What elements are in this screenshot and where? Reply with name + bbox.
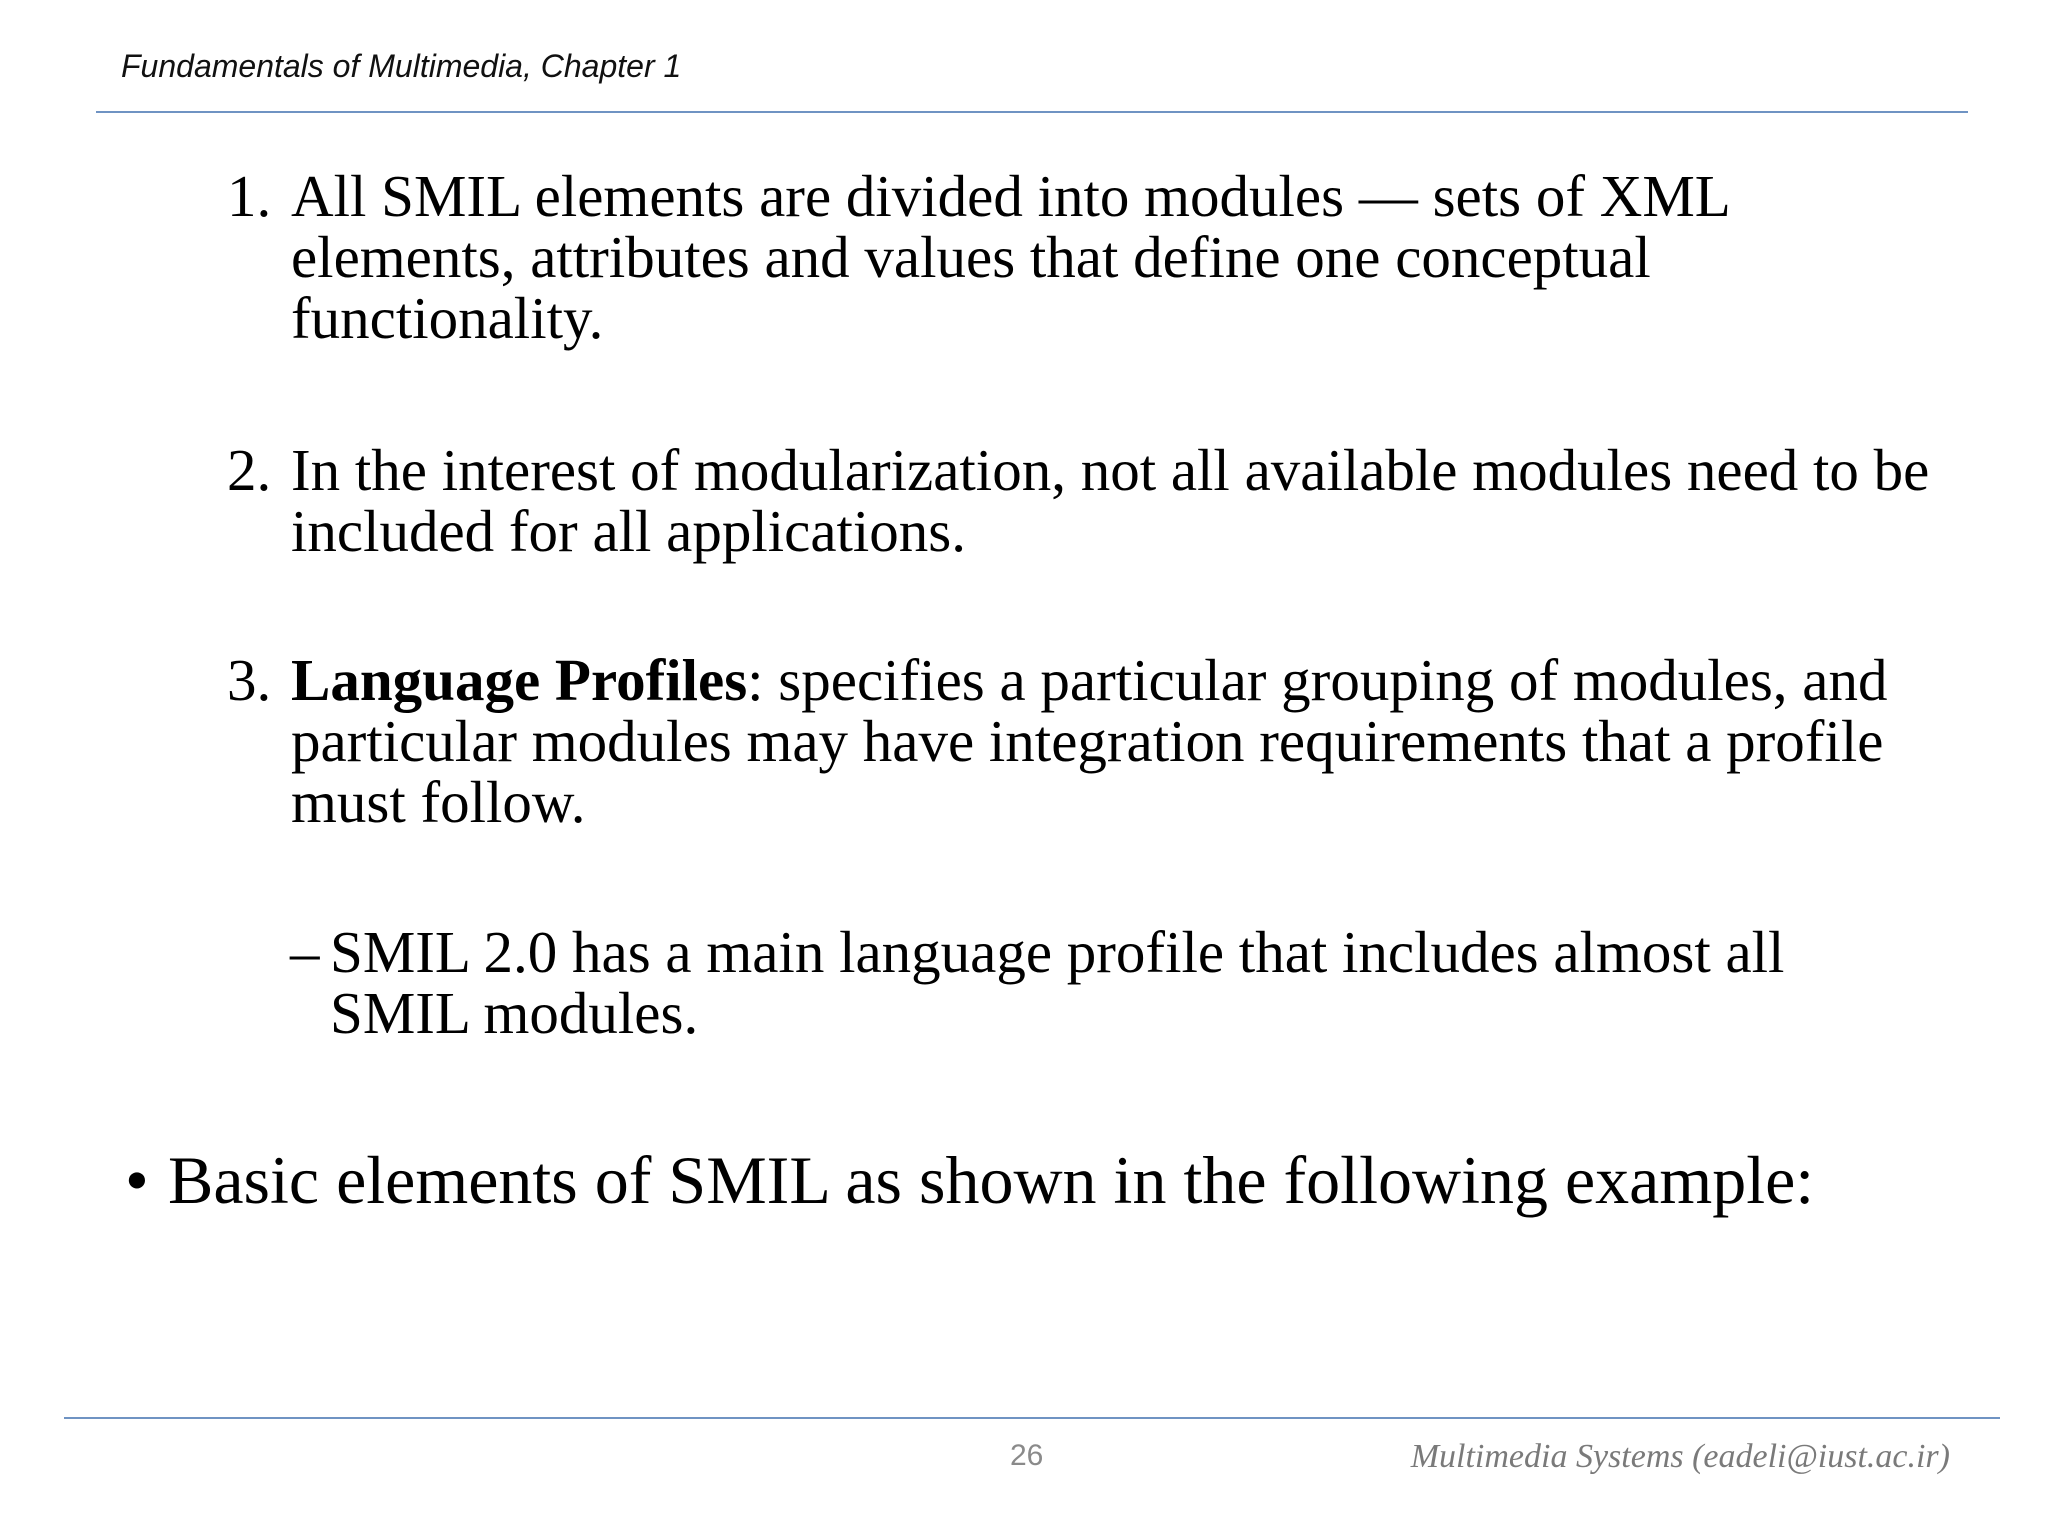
footer-divider: [64, 1417, 2000, 1419]
numbered-item-2: [227, 437, 1947, 564]
bullet-point: [125, 1140, 1985, 1220]
item-number: 3.: [227, 647, 272, 713]
term-language-profiles: Language Profiles: [291, 647, 748, 713]
footer-credit: Multimedia Systems (eadeli@iust.ac.ir): [1410, 1438, 1950, 1475]
dash-marker: –: [290, 919, 320, 985]
item-text: All SMIL elements are divided into modules — sets of XML elements, attributes and values that define one conceptual functionality.: [291, 163, 1729, 351]
term-definition: : specifies a particular grouping of modules, and particular modules may have integration requirements that a profile must follow.: [291, 647, 1888, 835]
item-number: 1.: [227, 163, 272, 229]
sub-point-text: SMIL 2.0 has a main language profile that includes almost all SMIL modules.: [330, 919, 1785, 1046]
slide-header-title: Fundamentals of Multimedia, Chapter 1: [121, 48, 682, 84]
numbered-item-1: [227, 163, 1947, 351]
item-text: In the interest of modularization, not all available modules need to be included for all applications.: [291, 437, 1930, 564]
page-number: 26: [1010, 1439, 1044, 1472]
item-text: [227, 647, 1947, 835]
numbered-item-3: [227, 647, 1947, 835]
sub-point: [290, 919, 1850, 1046]
bullet-marker: •: [125, 1142, 149, 1218]
item-number: 2.: [227, 437, 272, 503]
bullet-text: Basic elements of SMIL as shown in the following example:: [168, 1142, 1815, 1218]
header-divider: [96, 111, 1968, 113]
